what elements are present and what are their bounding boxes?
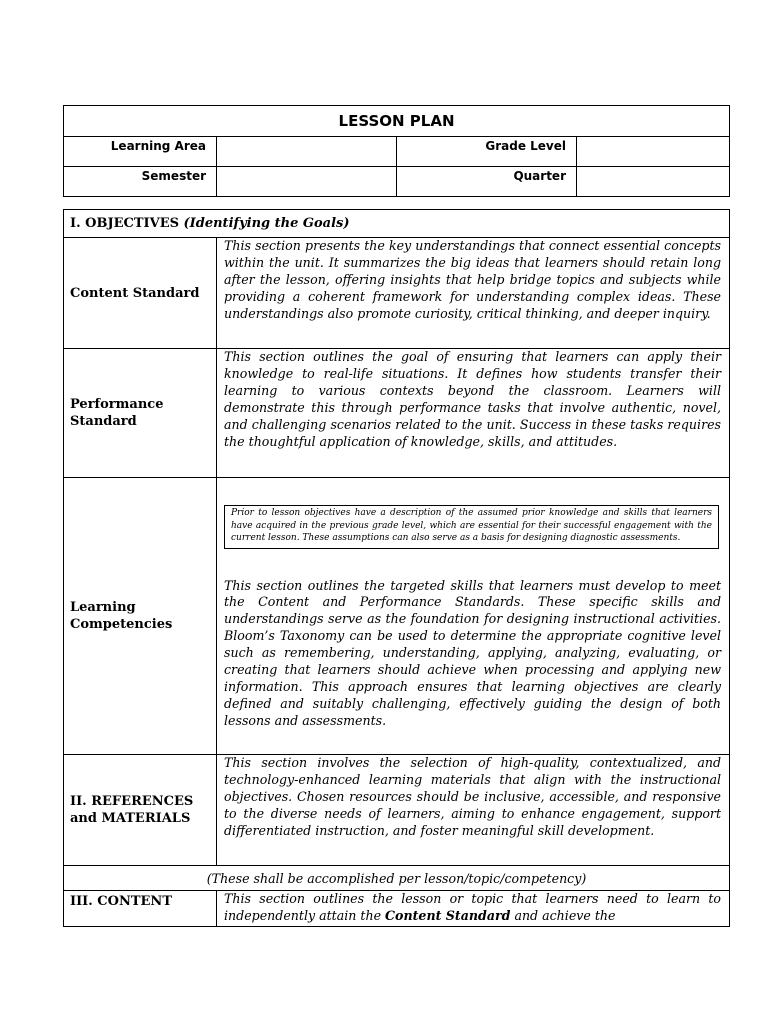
grade-level-value[interactable]: [577, 137, 730, 167]
references-label-line2: and MATERIALS: [70, 811, 191, 826]
content-label: III. CONTENT: [64, 891, 217, 927]
semester-label: Semester: [64, 167, 217, 197]
objectives-heading-italic: (Identifying the Goals): [183, 216, 350, 231]
semester-value[interactable]: [217, 167, 397, 197]
references-label: [64, 755, 217, 866]
learning-competencies-cell: [217, 478, 730, 755]
content-text: [217, 891, 730, 927]
content-standard-label: Content Standard: [64, 238, 217, 349]
performance-standard-text: This section outlines the goal of ensuring that learners can apply their knowledge to real-life situations. It defines how students transfer their learning to various contexts beyond the classroom. Learners will demonstrate this through performance tasks that involve authentic, novel, and challenging scenarios related to the unit. Success in these tasks requires the thoughtful application of knowledge, skills, and attitudes.: [217, 349, 730, 478]
per-lesson-note: (These shall be accomplished per lesson/topic/competency): [64, 866, 730, 891]
learning-competencies-label: [64, 478, 217, 755]
grade-level-label: Grade Level: [397, 137, 577, 167]
references-label-line1: II. REFERENCES: [70, 794, 194, 809]
content-text-after: and achieve the: [510, 907, 616, 923]
content-text-before: This section outlines the lesson or topic that learners need to learn to independently attain the: [224, 891, 722, 923]
objectives-heading-text: I. OBJECTIVES: [70, 216, 184, 231]
learning-area-value[interactable]: [217, 137, 397, 167]
objectives-heading: [64, 210, 730, 238]
content-text-bold: Content Standard: [385, 907, 511, 923]
performance-standard-label-line1: Performance: [70, 397, 164, 412]
references-text: This section involves the selection of high-quality, contextualized, and technology-enhanced learning materials that align with the instructional objectives. Chosen resources should be inclusive, accessible, and responsive to the diverse needs of learners, aiming to enhance engagement, support differentiated instruction, and foster meaningful skill development.: [217, 755, 730, 866]
performance-standard-label: [64, 349, 217, 478]
lesson-plan-body-table: [63, 209, 730, 927]
content-standard-text: This section presents the key understandings that connect essential concepts within the unit. It summarizes the big ideas that learners should retain long after the lesson, offering insights that help bridge topics and subjects while providing a coherent framework for understanding complex ideas. These understandings also promote curiosity, critical thinking, and deeper inquiry.: [217, 238, 730, 349]
quarter-label: Quarter: [397, 167, 577, 197]
prior-knowledge-note: Prior to lesson objectives have a description of the assumed prior knowledge and skills that learners have acquired in the previous grade level, which are essential for their successful engagement with the current lesson. These assumptions can also serve as a basis for designing diagnostic assessments.: [224, 505, 719, 549]
learning-area-label: Learning Area: [64, 137, 217, 167]
quarter-value[interactable]: [577, 167, 730, 197]
lesson-plan-header-table: [63, 105, 730, 197]
lesson-plan-title: LESSON PLAN: [64, 106, 730, 137]
learning-competencies-label-line1: Learning: [70, 600, 136, 615]
learning-competencies-label-line2: Competencies: [70, 617, 173, 632]
performance-standard-label-line2: Standard: [70, 414, 137, 429]
learning-competencies-text: This section outlines the targeted skills that learners must develop to meet the Content and Performance Standards. These specific skills and understandings serve as the foundation for designing instructional activities. Bloom’s Taxonomy can be used to determine the appropriate cognitive level such as remembering, understanding, applying, analyzing, evaluating, or creating that learners should achieve when processing and applying new information. This approach ensures that learning objectives are clearly defined and suitably challenging, effectively guiding the design of both lessons and assessments.: [224, 577, 722, 728]
